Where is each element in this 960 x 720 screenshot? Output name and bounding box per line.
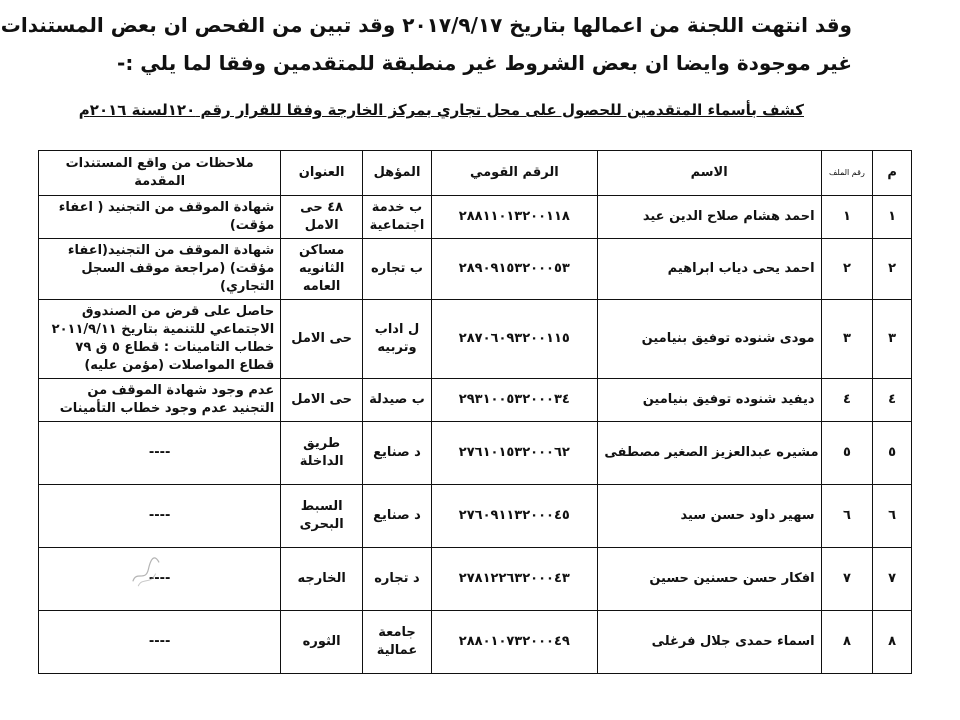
cell-file-no: ٧: [821, 548, 873, 611]
table-header-row: [39, 151, 912, 196]
cell-file-no: ٦: [821, 485, 873, 548]
cell-notes: شهادة الموقف من التجنيد ( اعفاء مؤقت): [39, 196, 281, 239]
cell-qualification: ب صيدلة: [363, 379, 432, 422]
cell-name: مودى شنوده توفيق بنيامين: [597, 300, 821, 379]
table-row: [39, 548, 912, 611]
cell-m: ٥: [873, 422, 912, 485]
cell-qualification: د تجاره: [363, 548, 432, 611]
cell-qualification: ب خدمة اجتماعية: [363, 196, 432, 239]
intro-line-1: وقد انتهت اللجنة من اعمالها بتاريخ ٢٠١٧/٩/١٧ وقد تبين من الفحص ان بعض المستندات: [0, 13, 852, 37]
cell-file-no: ٢: [821, 239, 873, 300]
cell-notes: ----: [39, 548, 281, 611]
cell-notes: ----: [39, 611, 281, 674]
cell-notes: حاصل على قرض من الصندوق الاجتماعي للتنمية بتاريخ ٢٠١١/٩/١١ خطاب التامينات : قطاع ٥ ق ٧٩ قطاع المواصلات (مؤمن عليه): [39, 300, 281, 379]
header-qualification: المؤهل: [363, 151, 432, 196]
cell-file-no: ١: [821, 196, 873, 239]
cell-name: سهير داود حسن سيد: [597, 485, 821, 548]
table-row: [39, 300, 912, 379]
cell-national-id: ٢٨٨١١٠١٣٢٠٠١١٨: [431, 196, 597, 239]
cell-qualification: جامعة عمالية: [363, 611, 432, 674]
cell-national-id: ٢٧٨١٢٢٦٣٢٠٠٠٤٣: [431, 548, 597, 611]
table-row: [39, 379, 912, 422]
cell-file-no: ٣: [821, 300, 873, 379]
table-caption: كشف بأسماء المتقدمين للحصول على محل تجاري بمركز الخارجة وفقا للقرار رقم ١٢٠لسنة ٢٠١٦م: [78, 101, 804, 119]
header-name: الاسم: [597, 151, 821, 196]
cell-m: ٧: [873, 548, 912, 611]
cell-address: طريق الداخلة: [281, 422, 363, 485]
cell-address: السبط البحرى: [281, 485, 363, 548]
cell-notes: شهادة الموقف من التجنيد(اعفاء مؤقت) (مراجعة موقف السجل التجاري): [39, 239, 281, 300]
applicants-table: [38, 150, 912, 674]
table-row: [39, 239, 912, 300]
cell-m: ٤: [873, 379, 912, 422]
cell-name: ديفيد شنوده توفيق بنيامين: [597, 379, 821, 422]
cell-m: ٢: [873, 239, 912, 300]
table-row: [39, 611, 912, 674]
cell-address: الثوره: [281, 611, 363, 674]
table-row: [39, 422, 912, 485]
cell-notes: ----: [39, 485, 281, 548]
cell-file-no: ٤: [821, 379, 873, 422]
cell-name: افكار حسن حسنين حسين: [597, 548, 821, 611]
cell-national-id: ٢٧٦٠٩١١٣٢٠٠٠٤٥: [431, 485, 597, 548]
cell-national-id: ٢٨٨٠١٠٧٣٢٠٠٠٤٩: [431, 611, 597, 674]
header-notes: ملاحظات من واقع المستندات المقدمة: [39, 151, 281, 196]
table-row: [39, 196, 912, 239]
cell-name: احمد يحى دياب ابراهيم: [597, 239, 821, 300]
cell-m: ١: [873, 196, 912, 239]
intro-paragraph: [0, 6, 852, 82]
cell-notes: عدم وجود شهادة الموقف من التجنيد عدم وجود خطاب التأمينات: [39, 379, 281, 422]
cell-name: اسماء حمدى جلال فرغلى: [597, 611, 821, 674]
cell-name: مشيره عبدالعزيز الصغير مصطفى: [597, 422, 821, 485]
cell-national-id: ٢٧٦١٠١٥٣٢٠٠٠٦٢: [431, 422, 597, 485]
header-file-no: رقم الملف: [821, 151, 873, 196]
header-national-id: الرقم القومي: [431, 151, 597, 196]
cell-national-id: ٢٨٩٠٩١٥٣٢٠٠٠٥٣: [431, 239, 597, 300]
cell-address: ٤٨ حى الامل: [281, 196, 363, 239]
header-address: العنوان: [281, 151, 363, 196]
cell-qualification: د صنايع: [363, 422, 432, 485]
cell-qualification: ب تجاره: [363, 239, 432, 300]
cell-m: ٦: [873, 485, 912, 548]
intro-line-2: غير موجودة وايضا ان بعض الشروط غير منطبقة للمتقدمين وفقا لما يلي :-: [117, 51, 852, 75]
cell-address: مساكن الثانويه العامه: [281, 239, 363, 300]
cell-address: حى الامل: [281, 300, 363, 379]
cell-address: حى الامل: [281, 379, 363, 422]
table-row: [39, 485, 912, 548]
cell-m: ٨: [873, 611, 912, 674]
cell-qualification: د صنايع: [363, 485, 432, 548]
cell-qualification: ل اداب وتربيه: [363, 300, 432, 379]
cell-file-no: ٨: [821, 611, 873, 674]
cell-address: الخارجه: [281, 548, 363, 611]
cell-m: ٣: [873, 300, 912, 379]
cell-national-id: ٢٨٧٠٦٠٩٣٢٠٠١١٥: [431, 300, 597, 379]
cell-name: احمد هشام صلاح الدين عيد: [597, 196, 821, 239]
cell-national-id: ٢٩٣١٠٠٥٣٢٠٠٠٣٤: [431, 379, 597, 422]
cell-file-no: ٥: [821, 422, 873, 485]
cell-notes: ----: [39, 422, 281, 485]
header-m: م: [873, 151, 912, 196]
